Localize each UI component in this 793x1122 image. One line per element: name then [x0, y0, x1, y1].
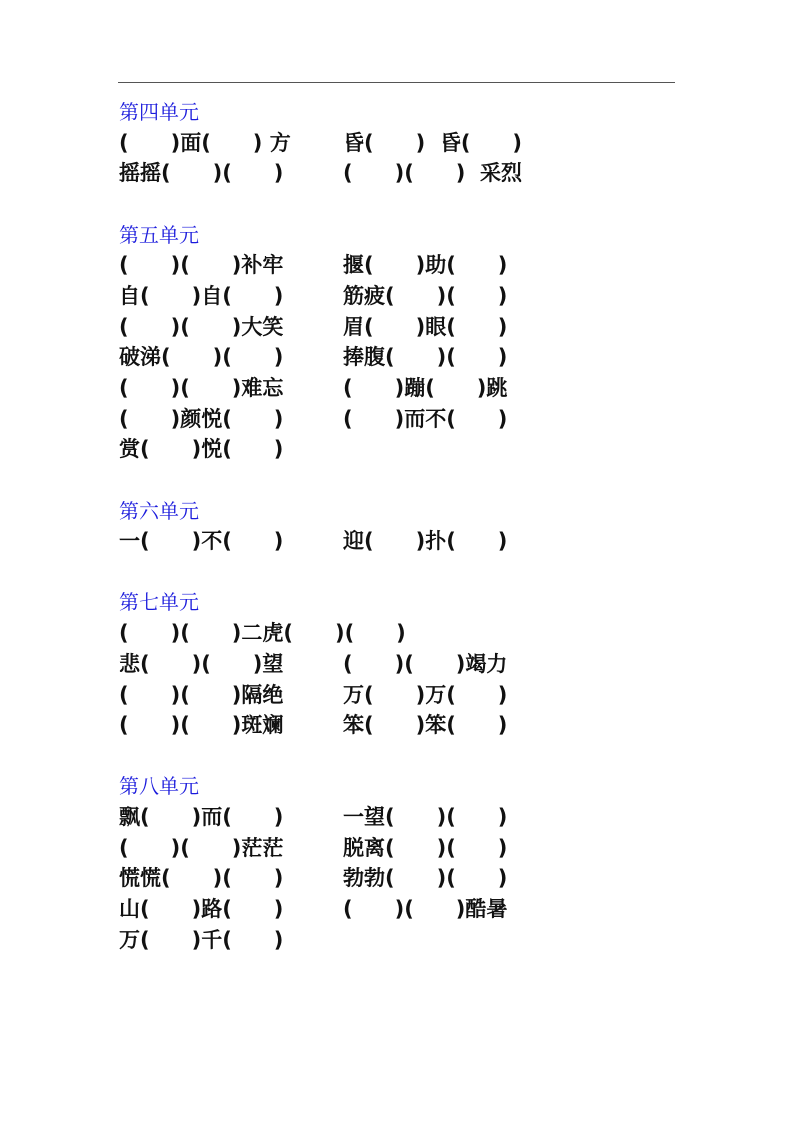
- idiom-right: ( )而不( ): [343, 406, 508, 431]
- idiom-left: ( )( )隔绝: [119, 682, 284, 707]
- idiom-right: ( )( )酷暑: [343, 897, 508, 922]
- idiom-left: 赏( )悦( ): [119, 437, 284, 462]
- idiom-left: ( )( )补牢: [119, 253, 284, 278]
- worksheet-body: [119, 97, 739, 986]
- idiom-right: 揠( )助( ): [343, 253, 508, 278]
- unit-section: [119, 97, 739, 189]
- idiom-row: [119, 894, 739, 925]
- idiom-right: 昏( ) 昏( ): [343, 130, 523, 155]
- idiom-row: [119, 802, 739, 833]
- idiom-row: [119, 649, 739, 680]
- idiom-row: [119, 342, 739, 373]
- idiom-row: [119, 618, 739, 649]
- idiom-row: [119, 312, 739, 343]
- idiom-row: [119, 526, 739, 557]
- unit-section: [119, 587, 739, 740]
- idiom-left: ( )( )斑斓: [119, 713, 284, 738]
- idiom-row: [119, 925, 739, 956]
- idiom-row: [119, 404, 739, 435]
- idiom-left: 自( )自( ): [119, 283, 284, 308]
- idiom-right: 脱离( )( ): [343, 835, 508, 860]
- unit-section: [119, 771, 739, 955]
- idiom-left: ( )( )茫茫: [119, 835, 284, 860]
- idiom-left: 飘( )而( ): [119, 805, 284, 830]
- idiom-left: ( )( )二虎( )( ): [119, 621, 406, 646]
- idiom-left: 山( )路( ): [119, 897, 284, 922]
- idiom-row: [119, 373, 739, 404]
- unit-title: 第八单元: [119, 774, 199, 799]
- idiom-left: 悲( )( )望: [119, 651, 284, 676]
- idiom-row: [119, 710, 739, 741]
- idiom-left: ( )( )大笑: [119, 314, 284, 339]
- unit-title: 第六单元: [119, 498, 199, 523]
- idiom-left: ( )面( ) 方: [119, 130, 291, 155]
- idiom-left: 破涕( )( ): [119, 345, 284, 370]
- idiom-row: [119, 680, 739, 711]
- idiom-right: 一望( )( ): [343, 805, 508, 830]
- idiom-right: ( )( ) 采烈: [343, 161, 523, 186]
- idiom-right: 勃勃( )( ): [343, 866, 508, 891]
- idiom-row: [119, 863, 739, 894]
- idiom-right: ( )蹦( )跳: [343, 376, 508, 400]
- idiom-right: 迎( )扑( ): [343, 529, 508, 554]
- header-rule: [118, 82, 675, 83]
- idiom-row: [119, 158, 739, 189]
- idiom-row: [119, 833, 739, 864]
- idiom-left: ( )颜悦( ): [119, 406, 284, 431]
- unit-section: [119, 496, 739, 557]
- idiom-right: 捧腹( )( ): [343, 345, 508, 370]
- unit-title: 第四单元: [119, 100, 199, 124]
- idiom-right: 笨( )笨( ): [343, 713, 508, 738]
- unit-title: 第五单元: [119, 222, 199, 247]
- idiom-left: 万( )千( ): [119, 927, 284, 952]
- unit-section: [119, 220, 739, 466]
- idiom-row: [119, 128, 739, 159]
- idiom-right: 筋疲( )( ): [343, 283, 508, 308]
- idiom-row: [119, 281, 739, 312]
- idiom-right: 万( )万( ): [343, 682, 508, 707]
- unit-title: 第七单元: [119, 590, 199, 615]
- idiom-right: ( )( )竭力: [343, 651, 508, 676]
- idiom-left: 慌慌( )( ): [119, 866, 284, 891]
- idiom-left: 摇摇( )( ): [119, 161, 284, 186]
- idiom-left: 一( )不( ): [119, 529, 284, 554]
- idiom-row: [119, 434, 739, 465]
- idiom-left: ( )( )难忘: [119, 376, 284, 400]
- idiom-right: 眉( )眼( ): [343, 314, 508, 339]
- idiom-row: [119, 250, 739, 281]
